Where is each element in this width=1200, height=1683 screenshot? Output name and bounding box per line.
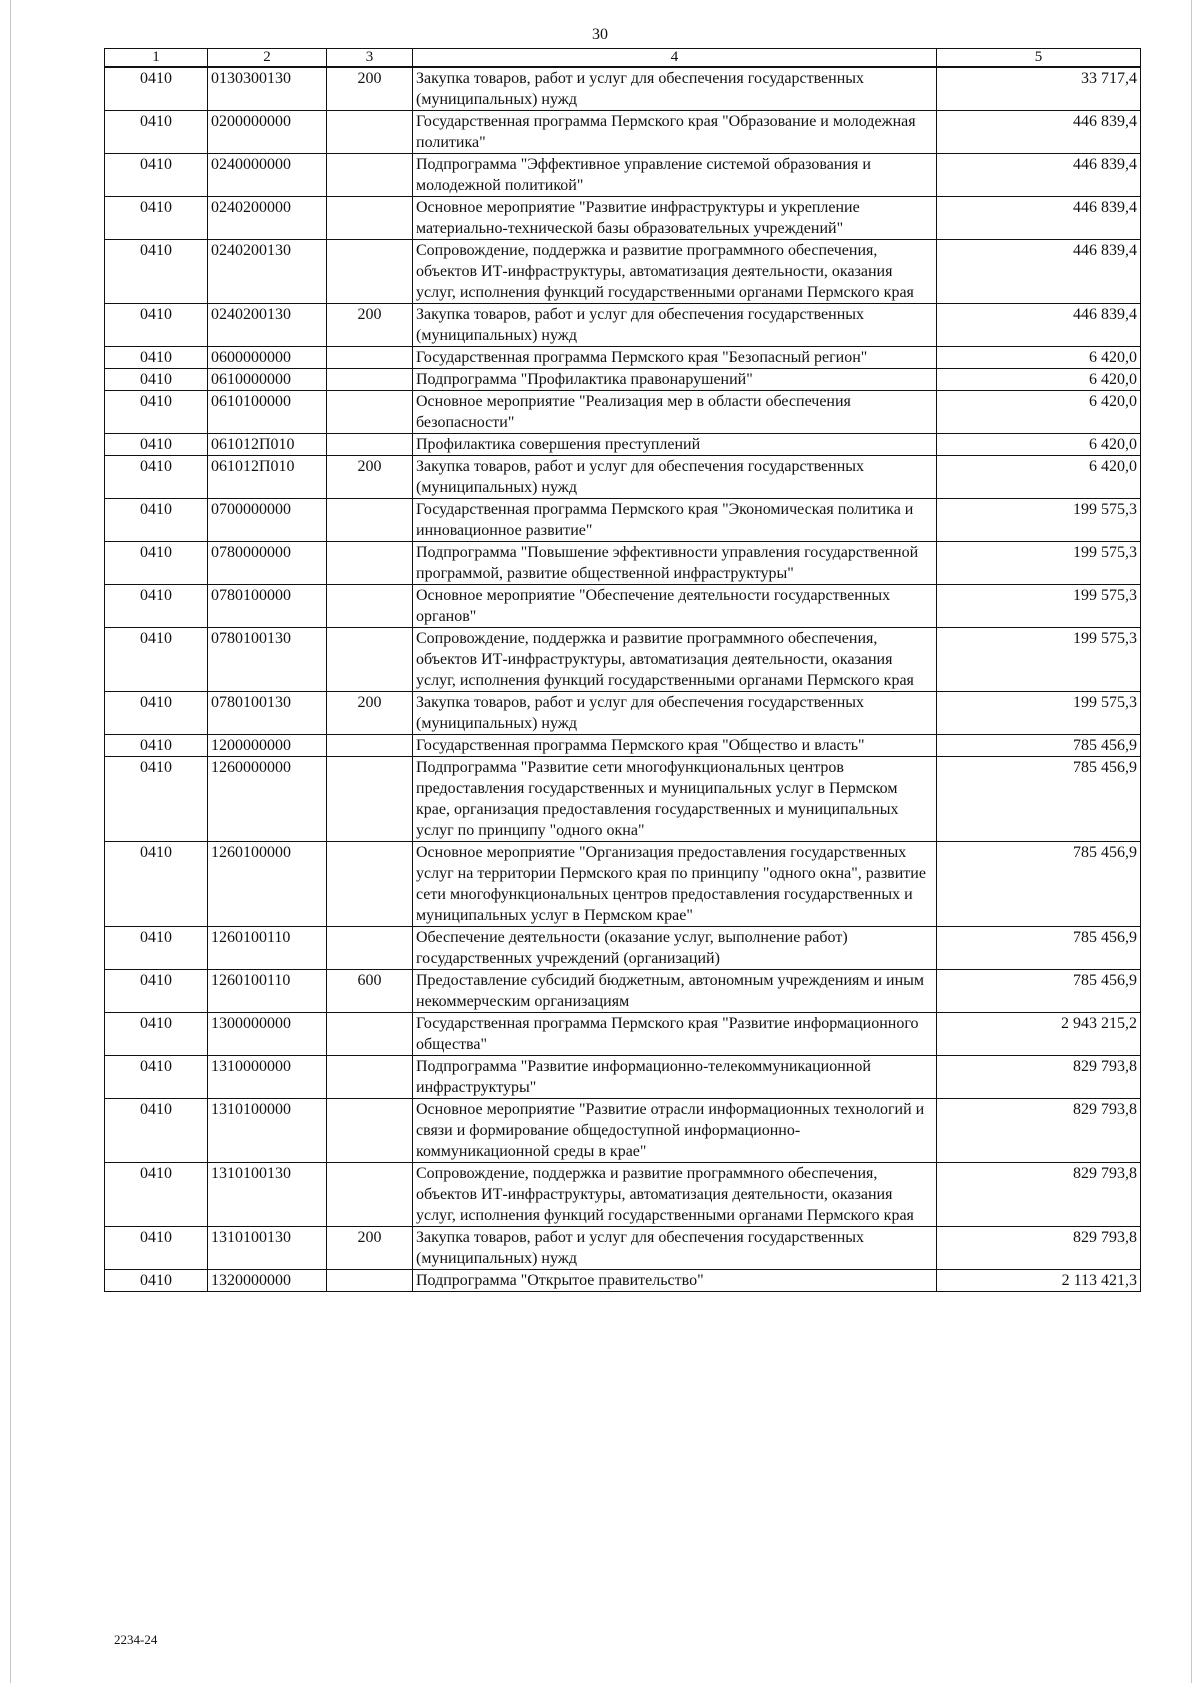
cell-amount: 6 420,0 — [937, 456, 1141, 499]
cell-target-code: 0240000000 — [208, 154, 327, 197]
cell-expense-kind — [327, 842, 413, 927]
table-row — [105, 456, 1141, 499]
cell-section: 0410 — [105, 434, 208, 456]
cell-expense-kind — [327, 1013, 413, 1056]
page-number: 30 — [592, 26, 608, 43]
cell-section: 0410 — [105, 240, 208, 304]
cell-amount: 6 420,0 — [937, 434, 1141, 456]
table-row — [105, 434, 1141, 456]
table-row — [105, 692, 1141, 735]
cell-expense-kind — [327, 154, 413, 197]
cell-expense-kind — [327, 391, 413, 434]
cell-expense-kind — [327, 1099, 413, 1163]
cell-target-code: 0780100130 — [208, 692, 327, 735]
header-row — [105, 49, 1141, 68]
cell-expense-kind: 200 — [327, 1227, 413, 1270]
column-header-5: 5 — [937, 49, 1141, 68]
cell-amount: 446 839,4 — [937, 240, 1141, 304]
cell-target-code: 0200000000 — [208, 111, 327, 154]
cell-expense-kind — [327, 240, 413, 304]
cell-section: 0410 — [105, 1013, 208, 1056]
cell-name: Основное мероприятие "Развитие отрасли информационных технологий и связи и формирование общедоступной информационно-коммуникационной среды в крае" — [413, 1099, 937, 1163]
cell-section: 0410 — [105, 369, 208, 391]
cell-amount: 446 839,4 — [937, 197, 1141, 240]
table-row — [105, 369, 1141, 391]
table-row — [105, 1163, 1141, 1227]
cell-section: 0410 — [105, 391, 208, 434]
cell-name: Закупка товаров, работ и услуг для обеспечения государственных (муниципальных) нужд — [413, 692, 937, 735]
cell-target-code: 0780000000 — [208, 542, 327, 585]
cell-expense-kind: 600 — [327, 970, 413, 1013]
table-row — [105, 347, 1141, 369]
cell-expense-kind: 200 — [327, 304, 413, 347]
cell-expense-kind — [327, 735, 413, 757]
cell-expense-kind — [327, 499, 413, 542]
cell-target-code: 1310000000 — [208, 1056, 327, 1099]
cell-section: 0410 — [105, 735, 208, 757]
cell-target-code: 1320000000 — [208, 1270, 327, 1292]
cell-name: Профилактика совершения преступлений — [413, 434, 937, 456]
table-body — [105, 67, 1141, 1292]
cell-amount: 6 420,0 — [937, 347, 1141, 369]
cell-expense-kind — [327, 628, 413, 692]
column-header-2: 2 — [208, 49, 327, 68]
cell-section: 0410 — [105, 197, 208, 240]
cell-name: Закупка товаров, работ и услуг для обеспечения государственных (муниципальных) нужд — [413, 304, 937, 347]
cell-expense-kind — [327, 111, 413, 154]
table-row — [105, 304, 1141, 347]
cell-section: 0410 — [105, 1163, 208, 1227]
cell-name: Основное мероприятие "Реализация мер в области обеспечения безопасности" — [413, 391, 937, 434]
cell-target-code: 1310100130 — [208, 1227, 327, 1270]
cell-name: Подпрограмма "Открытое правительство" — [413, 1270, 937, 1292]
cell-name: Сопровождение, поддержка и развитие программного обеспечения, объектов ИТ-инфраструктуры, автоматизация деятельности, оказания услуг, исполнения функций государственными органами Пермского края — [413, 1163, 937, 1227]
cell-section: 0410 — [105, 927, 208, 970]
cell-expense-kind — [327, 369, 413, 391]
cell-amount: 785 456,9 — [937, 735, 1141, 757]
cell-section: 0410 — [105, 499, 208, 542]
cell-expense-kind — [327, 927, 413, 970]
table-row — [105, 842, 1141, 927]
cell-target-code: 1260000000 — [208, 757, 327, 842]
table-row — [105, 499, 1141, 542]
cell-name: Подпрограмма "Эффективное управление системой образования и молодежной политикой" — [413, 154, 937, 197]
cell-target-code: 0610000000 — [208, 369, 327, 391]
table-row — [105, 757, 1141, 842]
cell-section: 0410 — [105, 842, 208, 927]
cell-target-code: 0600000000 — [208, 347, 327, 369]
table-header — [105, 49, 1141, 68]
cell-name: Сопровождение, поддержка и развитие программного обеспечения, объектов ИТ-инфраструктуры, автоматизация деятельности, оказания услуг, исполнения функций государственными органами Пермского края — [413, 628, 937, 692]
cell-expense-kind: 200 — [327, 67, 413, 111]
cell-amount: 199 575,3 — [937, 692, 1141, 735]
scan-edge-right — [1191, 0, 1192, 1683]
cell-expense-kind — [327, 1163, 413, 1227]
cell-name: Обеспечение деятельности (оказание услуг, выполнение работ) государственных учреждений (организаций) — [413, 927, 937, 970]
cell-target-code: 1260100000 — [208, 842, 327, 927]
cell-section: 0410 — [105, 692, 208, 735]
cell-amount: 2 113 421,3 — [937, 1270, 1141, 1292]
cell-amount: 829 793,8 — [937, 1163, 1141, 1227]
cell-amount: 785 456,9 — [937, 842, 1141, 927]
cell-name: Предоставление субсидий бюджетным, автономным учреждениям и иным некоммерческим организациям — [413, 970, 937, 1013]
cell-expense-kind — [327, 1056, 413, 1099]
cell-section: 0410 — [105, 585, 208, 628]
table-row — [105, 240, 1141, 304]
cell-target-code: 0240200000 — [208, 197, 327, 240]
cell-amount: 2 943 215,2 — [937, 1013, 1141, 1056]
column-header-3: 3 — [327, 49, 413, 68]
cell-target-code: 1200000000 — [208, 735, 327, 757]
cell-amount: 199 575,3 — [937, 585, 1141, 628]
table-row — [105, 628, 1141, 692]
cell-name: Закупка товаров, работ и услуг для обеспечения государственных (муниципальных) нужд — [413, 67, 937, 111]
cell-amount: 446 839,4 — [937, 304, 1141, 347]
table-row — [105, 542, 1141, 585]
cell-name: Основное мероприятие "Развитие инфраструктуры и укрепление материально-технической базы образовательных учреждений" — [413, 197, 937, 240]
cell-section: 0410 — [105, 542, 208, 585]
cell-target-code: 1260100110 — [208, 970, 327, 1013]
cell-amount: 199 575,3 — [937, 499, 1141, 542]
cell-section: 0410 — [105, 1270, 208, 1292]
table-row — [105, 1099, 1141, 1163]
cell-expense-kind — [327, 197, 413, 240]
cell-amount: 33 717,4 — [937, 67, 1141, 111]
table-row — [105, 111, 1141, 154]
cell-name: Закупка товаров, работ и услуг для обеспечения государственных (муниципальных) нужд — [413, 1227, 937, 1270]
cell-section: 0410 — [105, 757, 208, 842]
scan-edge-left — [10, 0, 11, 1683]
cell-name: Основное мероприятие "Обеспечение деятельности государственных органов" — [413, 585, 937, 628]
cell-target-code: 0780100130 — [208, 628, 327, 692]
cell-target-code: 1310100000 — [208, 1099, 327, 1163]
cell-name: Государственная программа Пермского края "Развитие информационного общества" — [413, 1013, 937, 1056]
table-row — [105, 1227, 1141, 1270]
cell-section: 0410 — [105, 67, 208, 111]
table-row — [105, 585, 1141, 628]
cell-section: 0410 — [105, 970, 208, 1013]
column-header-4: 4 — [413, 49, 937, 68]
cell-amount: 785 456,9 — [937, 757, 1141, 842]
cell-amount: 829 793,8 — [937, 1099, 1141, 1163]
cell-name: Подпрограмма "Повышение эффективности управления государственной программой, развитие общественной инфраструктуры" — [413, 542, 937, 585]
cell-amount: 829 793,8 — [937, 1056, 1141, 1099]
cell-amount: 785 456,9 — [937, 927, 1141, 970]
cell-expense-kind — [327, 542, 413, 585]
cell-target-code: 061012П010 — [208, 434, 327, 456]
cell-section: 0410 — [105, 154, 208, 197]
cell-target-code: 1310100130 — [208, 1163, 327, 1227]
cell-section: 0410 — [105, 1056, 208, 1099]
table-row — [105, 735, 1141, 757]
table-row — [105, 154, 1141, 197]
cell-section: 0410 — [105, 628, 208, 692]
cell-name: Государственная программа Пермского края "Безопасный регион" — [413, 347, 937, 369]
table-row — [105, 67, 1141, 111]
cell-amount: 6 420,0 — [937, 369, 1141, 391]
cell-section: 0410 — [105, 304, 208, 347]
table-row — [105, 1013, 1141, 1056]
cell-name: Закупка товаров, работ и услуг для обеспечения государственных (муниципальных) нужд — [413, 456, 937, 499]
cell-name: Государственная программа Пермского края "Экономическая политика и инновационное развитие" — [413, 499, 937, 542]
cell-target-code: 1300000000 — [208, 1013, 327, 1056]
table-row — [105, 970, 1141, 1013]
cell-target-code: 0780100000 — [208, 585, 327, 628]
cell-expense-kind — [327, 347, 413, 369]
cell-expense-kind — [327, 757, 413, 842]
column-header-1: 1 — [105, 49, 208, 68]
cell-name: Государственная программа Пермского края "Общество и власть" — [413, 735, 937, 757]
cell-amount: 785 456,9 — [937, 970, 1141, 1013]
cell-section: 0410 — [105, 111, 208, 154]
cell-section: 0410 — [105, 1227, 208, 1270]
document-code: 2234-24 — [114, 1632, 158, 1647]
cell-name: Подпрограмма "Развитие сети многофункциональных центров предоставления государственных и муниципальных услуг в Пермском крае, организация предоставления государственных и муниципальных услуг по принципу "одного окна" — [413, 757, 937, 842]
cell-amount: 446 839,4 — [937, 111, 1141, 154]
cell-amount: 829 793,8 — [937, 1227, 1141, 1270]
budget-table — [104, 48, 1141, 1292]
cell-target-code: 0240200130 — [208, 304, 327, 347]
cell-amount: 6 420,0 — [937, 391, 1141, 434]
cell-expense-kind: 200 — [327, 692, 413, 735]
cell-expense-kind: 200 — [327, 456, 413, 499]
cell-name: Подпрограмма "Профилактика правонарушений" — [413, 369, 937, 391]
cell-name: Подпрограмма "Развитие информационно-телекоммуникационной инфраструктуры" — [413, 1056, 937, 1099]
table-row — [105, 391, 1141, 434]
cell-name: Сопровождение, поддержка и развитие программного обеспечения, объектов ИТ-инфраструктуры, автоматизация деятельности, оказания услуг, исполнения функций государственными органами Пермского края — [413, 240, 937, 304]
cell-target-code: 0240200130 — [208, 240, 327, 304]
cell-name: Основное мероприятие "Организация предоставления государственных услуг на территории Пермского края по принципу "одного окна", развитие сети многофункциональных центров предоставления государственных и муниципальных услуг в Пермском крае" — [413, 842, 937, 927]
cell-name: Государственная программа Пермского края "Образование и молодежная политика" — [413, 111, 937, 154]
cell-amount: 199 575,3 — [937, 628, 1141, 692]
cell-target-code: 0700000000 — [208, 499, 327, 542]
cell-target-code: 061012П010 — [208, 456, 327, 499]
cell-amount: 199 575,3 — [937, 542, 1141, 585]
table-row — [105, 1270, 1141, 1292]
cell-expense-kind — [327, 434, 413, 456]
cell-target-code: 0610100000 — [208, 391, 327, 434]
cell-expense-kind — [327, 585, 413, 628]
cell-amount: 446 839,4 — [937, 154, 1141, 197]
cell-target-code: 1260100110 — [208, 927, 327, 970]
cell-expense-kind — [327, 1270, 413, 1292]
cell-section: 0410 — [105, 1099, 208, 1163]
cell-section: 0410 — [105, 347, 208, 369]
cell-target-code: 0130300130 — [208, 67, 327, 111]
cell-section: 0410 — [105, 456, 208, 499]
table-row — [105, 927, 1141, 970]
table-row — [105, 1056, 1141, 1099]
table-row — [105, 197, 1141, 240]
